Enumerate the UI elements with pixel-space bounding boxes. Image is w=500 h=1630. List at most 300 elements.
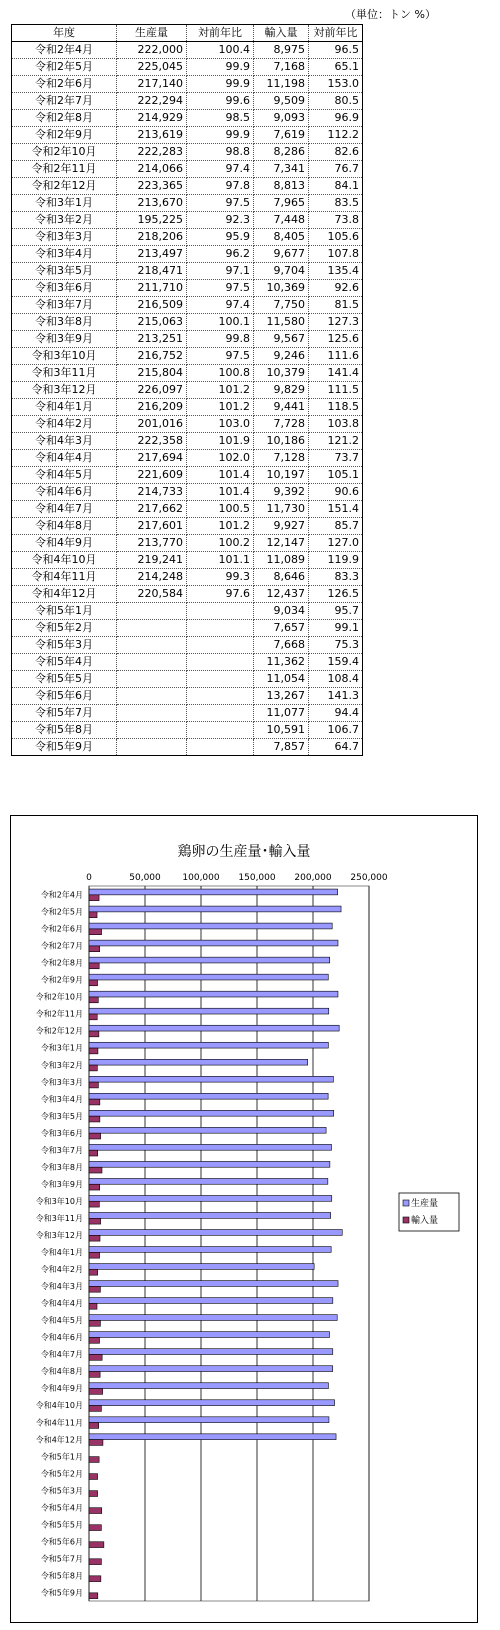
cell-imports-yoy: 111.6 — [309, 348, 363, 365]
bar-imports — [89, 1508, 102, 1514]
cell-imports-yoy: 111.5 — [309, 382, 363, 399]
cell-imports-yoy: 108.4 — [309, 671, 363, 688]
cell-production: 215,804 — [117, 365, 187, 382]
cell-imports: 9,829 — [254, 382, 309, 399]
cell-year: 令和2年7月 — [12, 93, 117, 110]
table-row — [12, 297, 363, 314]
cell-production — [117, 688, 187, 705]
cell-production: 214,248 — [117, 569, 187, 586]
cell-year: 令和4年12月 — [12, 586, 117, 603]
cell-imports-yoy: 135.4 — [309, 263, 363, 280]
x-tick-label: 0 — [86, 873, 92, 883]
cell-production-yoy: 97.8 — [187, 178, 254, 195]
cell-imports-yoy: 82.6 — [309, 144, 363, 161]
bar-production — [89, 1144, 331, 1150]
cell-production-yoy — [187, 620, 254, 637]
cell-production-yoy: 103.0 — [187, 416, 254, 433]
cell-production-yoy: 100.4 — [187, 42, 254, 59]
y-category-label: 令和4年9月 — [40, 1384, 83, 1394]
cell-production-yoy: 102.0 — [187, 450, 254, 467]
bar-production — [89, 1366, 333, 1372]
data-table — [11, 24, 363, 756]
table-header-row — [12, 25, 363, 42]
table-row — [12, 569, 363, 586]
cell-production: 226,097 — [117, 382, 187, 399]
cell-year: 令和3年6月 — [12, 280, 117, 297]
cell-imports: 8,646 — [254, 569, 309, 586]
y-category-label: 令和5年9月 — [40, 1588, 83, 1598]
y-category-label: 令和4年8月 — [40, 1367, 83, 1377]
y-category-label: 令和5年2月 — [40, 1469, 83, 1479]
cell-year: 令和3年12月 — [12, 382, 117, 399]
cell-production-yoy — [187, 705, 254, 722]
cell-production: 195,225 — [117, 212, 187, 229]
cell-production-yoy: 100.5 — [187, 501, 254, 518]
bar-production — [89, 1247, 331, 1253]
table-row — [12, 348, 363, 365]
bar-imports — [89, 1372, 100, 1378]
x-tick-label: 100,000 — [182, 873, 220, 883]
cell-imports: 8,813 — [254, 178, 309, 195]
legend-label: 生産量 — [411, 1199, 439, 1209]
y-category-label: 令和2年9月 — [40, 975, 83, 985]
cell-imports-yoy: 119.9 — [309, 552, 363, 569]
cell-production-yoy — [187, 671, 254, 688]
y-category-label: 令和2年7月 — [40, 941, 83, 951]
bar-imports — [89, 1354, 102, 1360]
cell-production-yoy: 99.9 — [187, 59, 254, 76]
bar-production — [89, 1400, 335, 1406]
cell-production-yoy — [187, 603, 254, 620]
cell-imports-yoy: 75.3 — [309, 637, 363, 654]
y-category-label: 令和5年4月 — [40, 1503, 83, 1513]
x-tick-label: 50,000 — [129, 873, 161, 883]
bar-imports — [89, 1150, 98, 1156]
cell-imports-yoy: 90.6 — [309, 484, 363, 501]
cell-imports-yoy: 84.1 — [309, 178, 363, 195]
bar-production — [89, 923, 332, 929]
cell-year: 令和4年4月 — [12, 450, 117, 467]
y-category-label: 令和5年3月 — [40, 1486, 83, 1496]
cell-production-yoy: 98.8 — [187, 144, 254, 161]
cell-year: 令和5年4月 — [12, 654, 117, 671]
bar-production — [89, 1383, 328, 1389]
cell-production: 222,283 — [117, 144, 187, 161]
cell-year: 令和4年5月 — [12, 467, 117, 484]
cell-imports: 8,286 — [254, 144, 309, 161]
cell-imports-yoy: 105.1 — [309, 467, 363, 484]
bar-production — [89, 1059, 308, 1065]
cell-year: 令和4年6月 — [12, 484, 117, 501]
x-tick-label: 250,000 — [350, 873, 388, 883]
table-row — [12, 433, 363, 450]
cell-production-yoy: 99.6 — [187, 93, 254, 110]
legend-label: 輸入量 — [411, 1216, 439, 1226]
cell-production — [117, 603, 187, 620]
cell-production: 214,733 — [117, 484, 187, 501]
y-category-label: 令和3年3月 — [40, 1077, 83, 1087]
bar-imports — [89, 1593, 98, 1599]
cell-imports: 10,591 — [254, 722, 309, 739]
cell-production-yoy: 99.8 — [187, 331, 254, 348]
y-category-label: 令和4年2月 — [40, 1265, 83, 1275]
bar-imports — [89, 1167, 102, 1173]
bar-imports — [89, 1474, 98, 1480]
cell-imports: 7,619 — [254, 127, 309, 144]
legend-swatch — [403, 1200, 409, 1206]
cell-imports: 8,405 — [254, 229, 309, 246]
cell-imports: 9,246 — [254, 348, 309, 365]
y-category-label: 令和3年4月 — [40, 1094, 83, 1104]
bar-production — [89, 957, 330, 963]
cell-imports: 7,168 — [254, 59, 309, 76]
table-row — [12, 637, 363, 654]
table-row — [12, 42, 363, 59]
table-row — [12, 722, 363, 739]
cell-production: 220,584 — [117, 586, 187, 603]
cell-production-yoy: 98.5 — [187, 110, 254, 127]
cell-production: 216,209 — [117, 399, 187, 416]
cell-production-yoy: 97.5 — [187, 348, 254, 365]
bar-imports — [89, 1559, 101, 1565]
cell-production: 216,752 — [117, 348, 187, 365]
y-category-label: 令和5年5月 — [40, 1520, 83, 1530]
bar-imports — [89, 1269, 98, 1275]
y-category-label: 令和5年6月 — [40, 1537, 83, 1547]
cell-imports: 7,750 — [254, 297, 309, 314]
cell-production: 213,770 — [117, 535, 187, 552]
cell-imports-yoy: 151.4 — [309, 501, 363, 518]
table-row — [12, 705, 363, 722]
cell-imports-yoy: 153.0 — [309, 76, 363, 93]
cell-production: 222,000 — [117, 42, 187, 59]
y-category-label: 令和2年10月 — [35, 992, 83, 1002]
table-row — [12, 127, 363, 144]
y-category-label: 令和3年10月 — [35, 1196, 83, 1206]
table-row — [12, 382, 363, 399]
header-imports: 輸入量 — [254, 25, 309, 42]
cell-production — [117, 705, 187, 722]
cell-production: 213,670 — [117, 195, 187, 212]
cell-imports: 11,077 — [254, 705, 309, 722]
cell-production-yoy: 99.3 — [187, 569, 254, 586]
cell-imports: 7,657 — [254, 620, 309, 637]
bar-imports — [89, 929, 102, 935]
cell-imports: 7,341 — [254, 161, 309, 178]
cell-production-yoy: 97.4 — [187, 297, 254, 314]
cell-year: 令和4年9月 — [12, 535, 117, 552]
cell-production — [117, 671, 187, 688]
bar-production — [89, 1349, 333, 1355]
cell-year: 令和3年9月 — [12, 331, 117, 348]
cell-production: 222,358 — [117, 433, 187, 450]
cell-imports: 11,362 — [254, 654, 309, 671]
cell-imports-yoy: 118.5 — [309, 399, 363, 416]
bar-production — [89, 1127, 326, 1133]
cell-imports-yoy: 80.5 — [309, 93, 363, 110]
cell-imports-yoy: 96.9 — [309, 110, 363, 127]
table-row — [12, 195, 363, 212]
y-category-label: 令和2年5月 — [40, 907, 83, 917]
bar-imports — [89, 1286, 100, 1292]
bar-production — [89, 940, 338, 946]
table-row — [12, 671, 363, 688]
bar-imports — [89, 997, 98, 1003]
bar-imports — [89, 895, 99, 901]
cell-year: 令和4年2月 — [12, 416, 117, 433]
cell-imports: 7,668 — [254, 637, 309, 654]
cell-imports: 9,034 — [254, 603, 309, 620]
table-row — [12, 76, 363, 93]
header-year: 年度 — [12, 25, 117, 42]
table-row — [12, 399, 363, 416]
bar-imports — [89, 1423, 99, 1429]
cell-production-yoy: 100.8 — [187, 365, 254, 382]
cell-imports: 9,509 — [254, 93, 309, 110]
cell-year: 令和3年5月 — [12, 263, 117, 280]
table-row — [12, 212, 363, 229]
y-category-label: 令和2年6月 — [40, 924, 83, 934]
bar-imports — [89, 1406, 101, 1412]
y-category-label: 令和2年8月 — [40, 958, 83, 968]
cell-imports-yoy: 141.4 — [309, 365, 363, 382]
cell-year: 令和4年11月 — [12, 569, 117, 586]
bar-production — [89, 1110, 334, 1116]
cell-imports: 7,965 — [254, 195, 309, 212]
cell-imports-yoy: 127.3 — [309, 314, 363, 331]
cell-production: 223,365 — [117, 178, 187, 195]
y-category-label: 令和4年6月 — [40, 1333, 83, 1343]
table-row — [12, 518, 363, 535]
cell-production-yoy — [187, 739, 254, 756]
cell-imports: 10,197 — [254, 467, 309, 484]
cell-production-yoy: 96.2 — [187, 246, 254, 263]
table-row — [12, 535, 363, 552]
cell-production-yoy — [187, 637, 254, 654]
bar-production — [89, 1213, 331, 1219]
bar-production — [89, 1417, 329, 1423]
table-row — [12, 110, 363, 127]
cell-year: 令和2年11月 — [12, 161, 117, 178]
cell-production: 221,609 — [117, 467, 187, 484]
cell-imports: 9,927 — [254, 518, 309, 535]
bar-imports — [89, 1576, 101, 1582]
y-category-label: 令和3年1月 — [40, 1043, 83, 1053]
table-row — [12, 263, 363, 280]
cell-production-yoy: 95.9 — [187, 229, 254, 246]
chart-title: 鶏卵の生産量･輸入量 — [177, 844, 311, 860]
cell-year: 令和4年10月 — [12, 552, 117, 569]
cell-production — [117, 620, 187, 637]
cell-year: 令和2年8月 — [12, 110, 117, 127]
bar-production — [89, 1230, 342, 1236]
table-row — [12, 280, 363, 297]
table-row — [12, 161, 363, 178]
header-imports-yoy: 対前年比 — [309, 25, 363, 42]
cell-year: 令和4年3月 — [12, 433, 117, 450]
cell-imports-yoy: 121.2 — [309, 433, 363, 450]
cell-imports: 8,975 — [254, 42, 309, 59]
bar-imports — [89, 1014, 97, 1020]
table-row — [12, 178, 363, 195]
cell-imports-yoy: 92.6 — [309, 280, 363, 297]
bar-imports — [89, 1065, 97, 1071]
table-row — [12, 246, 363, 263]
cell-imports: 10,369 — [254, 280, 309, 297]
cell-imports-yoy: 83.3 — [309, 569, 363, 586]
y-category-label: 令和3年9月 — [40, 1179, 83, 1189]
cell-production-yoy: 101.9 — [187, 433, 254, 450]
cell-production: 217,140 — [117, 76, 187, 93]
cell-imports: 10,379 — [254, 365, 309, 382]
header-production: 生産量 — [117, 25, 187, 42]
table-row — [12, 144, 363, 161]
cell-production-yoy: 97.6 — [187, 586, 254, 603]
bar-production — [89, 906, 341, 912]
cell-imports-yoy: 85.7 — [309, 518, 363, 535]
bar-production — [89, 1161, 330, 1167]
cell-year: 令和4年7月 — [12, 501, 117, 518]
bar-imports — [89, 946, 100, 952]
y-category-label: 令和3年8月 — [40, 1162, 83, 1172]
cell-imports: 11,730 — [254, 501, 309, 518]
cell-year: 令和5年9月 — [12, 739, 117, 756]
table-row — [12, 416, 363, 433]
cell-imports: 7,728 — [254, 416, 309, 433]
cell-production — [117, 637, 187, 654]
cell-imports: 9,567 — [254, 331, 309, 348]
bar-imports — [89, 1389, 103, 1395]
cell-production — [117, 739, 187, 756]
y-category-label: 令和2年11月 — [35, 1009, 83, 1019]
bar-production — [89, 1264, 314, 1270]
table-row — [12, 365, 363, 382]
cell-production: 211,710 — [117, 280, 187, 297]
cell-imports: 11,054 — [254, 671, 309, 688]
cell-year: 令和3年7月 — [12, 297, 117, 314]
cell-imports: 11,089 — [254, 552, 309, 569]
cell-imports-yoy: 105.6 — [309, 229, 363, 246]
cell-production-yoy: 101.2 — [187, 518, 254, 535]
cell-imports-yoy: 107.8 — [309, 246, 363, 263]
cell-production: 217,601 — [117, 518, 187, 535]
cell-production-yoy: 97.1 — [187, 263, 254, 280]
cell-imports: 11,580 — [254, 314, 309, 331]
cell-production — [117, 722, 187, 739]
table-row — [12, 739, 363, 756]
cell-imports: 9,677 — [254, 246, 309, 263]
cell-year: 令和3年4月 — [12, 246, 117, 263]
bar-imports — [89, 1133, 101, 1139]
cell-imports-yoy: 106.7 — [309, 722, 363, 739]
bar-production — [89, 1178, 328, 1184]
table-row — [12, 314, 363, 331]
cell-year: 令和4年1月 — [12, 399, 117, 416]
bar-imports — [89, 1491, 98, 1497]
cell-production-yoy: 100.1 — [187, 314, 254, 331]
cell-year: 令和2年12月 — [12, 178, 117, 195]
y-category-label: 令和3年12月 — [35, 1230, 83, 1240]
cell-imports-yoy: 127.0 — [309, 535, 363, 552]
y-category-label: 令和2年12月 — [35, 1026, 83, 1036]
cell-year: 令和3年10月 — [12, 348, 117, 365]
table-row — [12, 93, 363, 110]
bar-production — [89, 1076, 333, 1082]
bar-production — [89, 1298, 333, 1304]
y-category-label: 令和3年6月 — [40, 1128, 83, 1138]
cell-production: 222,294 — [117, 93, 187, 110]
cell-year: 令和3年8月 — [12, 314, 117, 331]
bar-imports — [89, 1099, 100, 1105]
cell-imports-yoy: 65.1 — [309, 59, 363, 76]
cell-imports: 11,198 — [254, 76, 309, 93]
cell-production-yoy: 99.9 — [187, 76, 254, 93]
chart-panel — [10, 815, 478, 1623]
table-row — [12, 484, 363, 501]
cell-imports-yoy: 73.8 — [309, 212, 363, 229]
cell-year: 令和3年2月 — [12, 212, 117, 229]
cell-production: 213,497 — [117, 246, 187, 263]
cell-year: 令和4年8月 — [12, 518, 117, 535]
cell-imports-yoy: 103.8 — [309, 416, 363, 433]
y-category-label: 令和3年5月 — [40, 1111, 83, 1121]
y-category-label: 令和5年8月 — [40, 1571, 83, 1581]
table-row — [12, 586, 363, 603]
bar-imports — [89, 1457, 99, 1463]
cell-production: 219,241 — [117, 552, 187, 569]
bar-imports — [89, 1031, 99, 1037]
x-tick-label: 150,000 — [238, 873, 276, 883]
cell-production: 225,045 — [117, 59, 187, 76]
cell-imports-yoy: 112.2 — [309, 127, 363, 144]
y-category-label: 令和3年11月 — [35, 1213, 83, 1223]
bar-imports — [89, 1440, 103, 1446]
bar-production — [89, 1093, 328, 1099]
table-row — [12, 688, 363, 705]
bar-chart — [11, 816, 477, 1622]
cell-production-yoy: 99.9 — [187, 127, 254, 144]
table-row — [12, 467, 363, 484]
cell-production: 216,509 — [117, 297, 187, 314]
y-category-label: 令和5年1月 — [40, 1452, 83, 1462]
cell-imports: 12,147 — [254, 535, 309, 552]
y-category-label: 令和4年3月 — [40, 1282, 83, 1292]
cell-production: 201,016 — [117, 416, 187, 433]
bar-production — [89, 1434, 336, 1440]
cell-imports: 9,093 — [254, 110, 309, 127]
cell-imports: 9,441 — [254, 399, 309, 416]
bar-imports — [89, 1116, 100, 1122]
bar-imports — [89, 912, 97, 918]
cell-imports-yoy: 83.5 — [309, 195, 363, 212]
y-category-label: 令和5年7月 — [40, 1554, 83, 1564]
cell-imports: 7,448 — [254, 212, 309, 229]
cell-production: 214,066 — [117, 161, 187, 178]
bar-imports — [89, 1337, 100, 1343]
bar-imports — [89, 1542, 104, 1548]
cell-year: 令和3年3月 — [12, 229, 117, 246]
cell-imports: 7,128 — [254, 450, 309, 467]
cell-production: 214,929 — [117, 110, 187, 127]
cell-year: 令和5年8月 — [12, 722, 117, 739]
table-row — [12, 603, 363, 620]
bar-imports — [89, 1320, 100, 1326]
cell-production — [117, 654, 187, 671]
y-category-label: 令和4年7月 — [40, 1350, 83, 1360]
cell-production-yoy: 101.1 — [187, 552, 254, 569]
bar-production — [89, 1315, 337, 1321]
unit-label: （単位：トン %） — [345, 8, 436, 21]
